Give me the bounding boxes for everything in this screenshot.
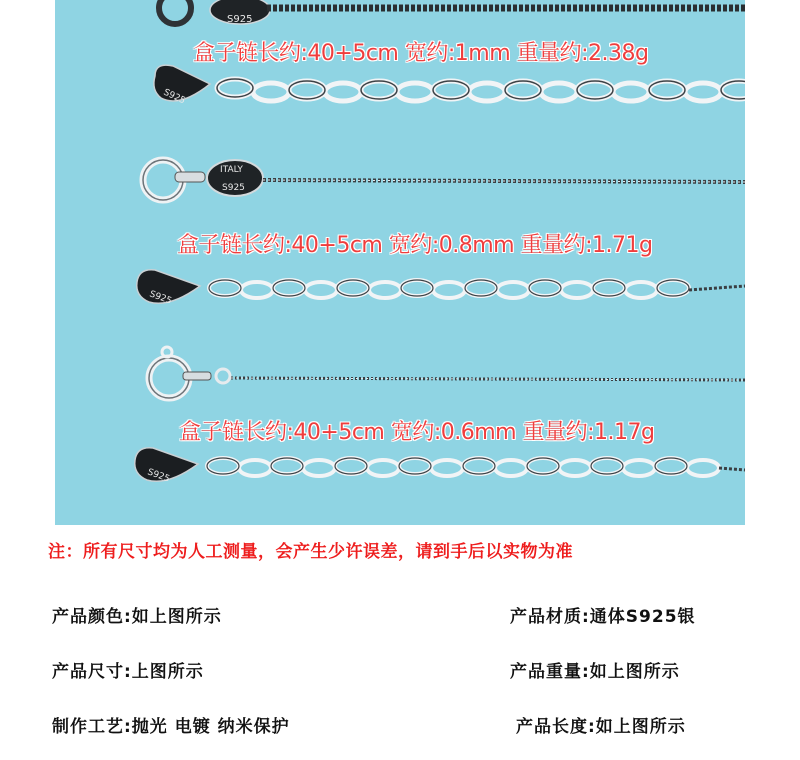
- info-material: 产品材质:通体S925银: [510, 607, 696, 627]
- info-length: 产品长度:如上图所示: [516, 717, 686, 737]
- info-color: 产品颜色:如上图所示: [52, 607, 222, 627]
- spec-caption-1: 盒子链长约:40+5cm 宽约:1mm 重量约:2.38g: [193, 41, 649, 66]
- spec-caption-3: 盒子链长约:40+5cm 宽约:0.6mm 重量约:1.17g: [179, 420, 655, 445]
- clasp-tag-text-2: S925: [222, 183, 245, 193]
- drop-tag-text-3: S925: [145, 467, 171, 485]
- measurement-notice: 注：所有尺寸均为人工测量，会产生少许误差，请到手后以实物为准: [48, 542, 573, 562]
- clasp-tag-text: S925: [227, 14, 253, 25]
- clasp-tag-text-italy: ITALY: [220, 165, 243, 175]
- spec-caption-2: 盒子链长约:40+5cm 宽约:0.8mm 重量约:1.71g: [177, 233, 653, 258]
- info-size: 产品尺寸:上图所示: [52, 662, 204, 682]
- chain-illustration: [55, 0, 745, 525]
- product-photo: [55, 0, 745, 525]
- drop-tag-text-1: S925: [161, 87, 187, 107]
- drop-tag-text-2: S925: [147, 289, 173, 307]
- info-weight: 产品重量:如上图所示: [510, 662, 680, 682]
- info-craft: 制作工艺:抛光 电镀 纳米保护: [52, 717, 290, 737]
